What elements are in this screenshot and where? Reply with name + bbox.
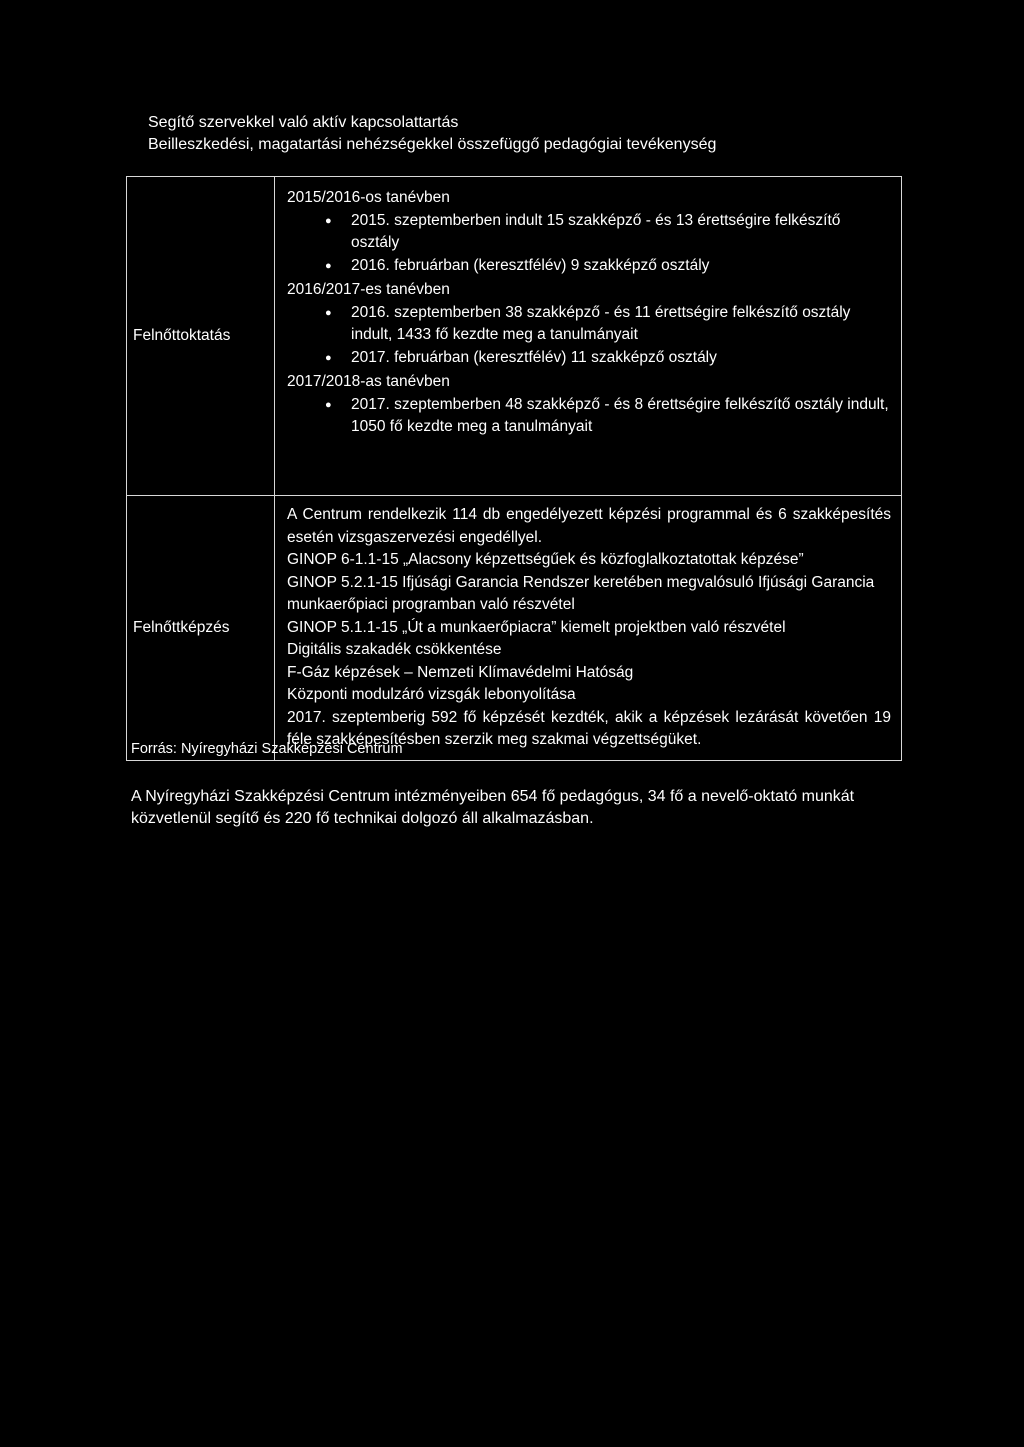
school-year-heading: 2015/2016-os tanévben [287, 189, 450, 206]
training-line: GINOP 6-1.1-15 „Alacsony képzettségűek és közfoglalkoztatottak képzése” [287, 551, 804, 568]
training-line: GINOP 5.2.1-15 Ifjúsági Garancia Rendszer keretében megvalósuló Ifjúsági Garancia munkaerőpiaci programban való részvétel [287, 573, 875, 613]
list-item: ● 2017. februárban (keresztfélév) 11 szakképző osztály [325, 347, 891, 370]
list-item: ● 2017. szeptemberben 48 szakképző - és 8 érettségire felkészítő osztály indult, 1050 fő kezdte meg a tanulmányait [325, 394, 891, 439]
intro-block [148, 112, 716, 156]
training-line: Központi modulzáró vizsgák lebonyolítása [287, 686, 576, 703]
row-label-adult-training: Felnőttképzés [127, 496, 275, 761]
training-line: Digitális szakadék csökkentése [287, 641, 502, 658]
list-item: ● 2016. szeptemberben 38 szakképző - és 11 érettségire felkészítő osztály indult, 1433 fő kezdte meg a tanulmányait [325, 302, 891, 347]
bullet-list [287, 394, 891, 439]
intro-line-1: Segítő szervekkel való aktív kapcsolattartás [148, 114, 459, 131]
summary-paragraph: A Nyíregyházi Szakképzési Centrum intézményeiben 654 fő pedagógus, 34 fő a nevelő-oktató munkát közvetlenül segítő és 220 fő technikai dolgozó áll alkalmazásban. [131, 788, 855, 827]
activities-table [126, 176, 902, 761]
table-row [127, 177, 902, 496]
training-line: GINOP 5.1.1-15 „Út a munkaerőpiacra” kiemelt projektben való részvétel [287, 618, 786, 636]
adult-training-cell [275, 496, 902, 761]
list-item: ● 2015. szeptemberben indult 15 szakképző - és 13 érettségire felkészítő osztály [325, 210, 891, 255]
training-line: A Centrum rendelkezik 114 db engedélyezett képzési programmal és 6 szakképesítés esetén vizsgaszervezési engedéllyel. [287, 506, 891, 546]
intro-line-2: Beilleszkedési, magatartási nehézségekkel összefüggő pedagógiai tevékenység [148, 136, 717, 153]
row-label-adult-education: Felnőttoktatás [127, 177, 275, 496]
adult-education-cell [275, 177, 902, 496]
list-item: ● 2016. februárban (keresztfélév) 9 szakképző osztály [325, 255, 891, 278]
bullet-list [287, 210, 891, 278]
table-row [127, 496, 902, 761]
training-line: 2017. szeptemberig 592 fő képzését kezdték, akik a képzések lezárását követően 19 féle szakképesítésben szerzik meg szakmai végzettségüket. [287, 708, 891, 748]
bullet-list [287, 302, 891, 370]
source-note: Forrás: Nyíregyházi Szakképzési Centrum [131, 741, 403, 757]
school-year-heading: 2017/2018-as tanévben [287, 373, 450, 390]
school-year-heading: 2016/2017-es tanévben [287, 281, 450, 298]
training-line: F-Gáz képzések – Nemzeti Klímavédelmi Hatóság [287, 663, 634, 681]
